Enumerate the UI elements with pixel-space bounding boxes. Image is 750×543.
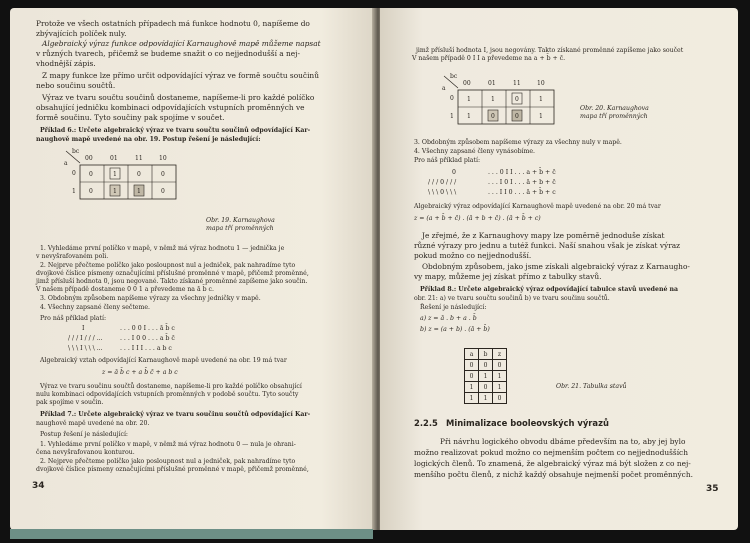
paragraph-line: Protože ve všech ostatních případech má funkce hodnotu 0, napíšeme do bbox=[36, 19, 310, 28]
left-page bbox=[10, 8, 376, 530]
paragraph-line: Při návrhu logického obvodu dbáme především na to, aby jej bylo bbox=[440, 437, 686, 446]
term-expr: . . . I I 0 . . . ā + b̄ + c bbox=[488, 189, 556, 196]
paragraph-line: Výraz ve tvaru součtu součinů dostaneme, napíšeme-li pro každé políčko bbox=[42, 93, 315, 102]
table-cell: 1 bbox=[479, 371, 493, 382]
term-mark: \ \ \ 0 \ \ \ bbox=[428, 189, 457, 196]
table-row bbox=[465, 382, 507, 393]
figure-caption: Obr. 19. Karnaughova bbox=[206, 217, 275, 224]
example-6-heading: Příklad 6.: Určete algebraický výraz ve tvaru součtu součinů odpovídající Kar- bbox=[40, 127, 311, 134]
step-line: jimž přísluší hodnota 0, jsou negované. Takto získané proměnné zapíšeme jako součin. bbox=[36, 278, 308, 285]
table-row bbox=[465, 360, 507, 371]
label: Pro náš příklad platí: bbox=[40, 315, 107, 322]
map-cell: 0 bbox=[491, 113, 495, 120]
step-line: 2. Nejprve přečteme políčko jako posloupnost nul a jedniček, pak nahradíme tyto bbox=[40, 262, 296, 269]
col-header: 00 bbox=[463, 80, 471, 87]
paragraph-line: zbývajících políček nuly. bbox=[36, 29, 127, 38]
table-cell: 0 bbox=[465, 360, 479, 371]
paragraph-line: Algebraický výraz funkce odpovídající Karnaughově mapě můžeme napsat bbox=[42, 39, 321, 48]
map-cell: 1 bbox=[491, 96, 495, 103]
paragraph-line: pokud možno co nejjednodušší. bbox=[414, 251, 532, 260]
table-cell: 0 bbox=[479, 382, 493, 393]
step-line: 3. Obdobným způsobem napíšeme výrazy za všechny jedničky v mapě. bbox=[40, 295, 261, 302]
col-header: 10 bbox=[537, 80, 545, 87]
table-header: z bbox=[493, 349, 507, 360]
term-mark: / / / 0 / / / bbox=[428, 179, 457, 186]
example-8-heading: obr. 21: a) ve tvaru součtu součinů b) ve tvaru součinu součtů. bbox=[414, 295, 610, 302]
row-header: 0 bbox=[450, 95, 454, 102]
page-number: 35 bbox=[706, 484, 719, 494]
step-line: V našem případě dostaneme 0 0 1 a převedeme na ā b̄ c. bbox=[36, 286, 214, 293]
row-header: 1 bbox=[450, 113, 454, 120]
term-expr: . . . I 0 I . . . ā + b + c̄ bbox=[488, 179, 556, 186]
map-cell: 0 bbox=[161, 188, 165, 195]
answer-b: b) z = (a + b) . (ā + b̄) bbox=[420, 326, 490, 333]
table-cell: 0 bbox=[479, 360, 493, 371]
paragraph-line: Je zřejmé, že z Karnaughovy mapy lze poměrně jednoduše získat bbox=[422, 231, 665, 240]
term-expr: . . . I 0 0 . . . a b̄ c̄ bbox=[120, 335, 175, 342]
algebra-line: Algebraický vztah odpovídající Karnaughově mapě uvedené na obr. 19 má tvar bbox=[40, 357, 287, 364]
step-line: čena nevyšrafovanou konturou. bbox=[36, 449, 135, 456]
right-page bbox=[380, 8, 738, 530]
table-cell: 1 bbox=[465, 382, 479, 393]
label: Pro náš příklad platí: bbox=[414, 157, 481, 164]
table-cell: 1 bbox=[465, 393, 479, 404]
map-corner-a: a bbox=[64, 160, 68, 167]
paragraph-line: jimž přísluší hodnota I, jsou negovány. Takto získané proměnné zapíšeme jako součet bbox=[416, 47, 684, 54]
paragraph-line: vhodnější zápis. bbox=[36, 59, 96, 68]
example-6-heading: naughově mapě uvedené na obr. 19. Postup řešení je následující: bbox=[36, 136, 261, 143]
paragraph-line: logických členů. To znamená, že algebraický výraz má být složen z co nej- bbox=[414, 459, 691, 468]
step-line: dvojkové číslice písmeny označujícími příslušné proměnné v mapě, přičemž proměnné, bbox=[36, 466, 309, 473]
table-header-row bbox=[465, 349, 507, 360]
map-cell: 1 bbox=[113, 188, 117, 195]
term-expr: . . . 0 0 I . . . ā b̄ c bbox=[120, 325, 175, 332]
step-line: v nevyšrafovaném poli. bbox=[36, 253, 109, 260]
term-mark: / / / I / / / ... bbox=[68, 335, 103, 342]
table-cell: 0 bbox=[493, 360, 507, 371]
table-cell: 0 bbox=[493, 393, 507, 404]
example-7-heading: Příklad 7.: Určete algebraický výraz ve tvaru součinu součtů odpovídající Kar- bbox=[40, 411, 311, 418]
term-mark: \ \ \ I \ \ \ ... bbox=[68, 345, 103, 352]
paragraph-line: nulu kombinaci odpovídajících vstupních proměnných v podobě součtu. Tyto součty bbox=[36, 391, 299, 398]
paragraph-line: formě součinu. Tyto součiny pak spojíme v součet. bbox=[36, 113, 225, 122]
col-header: 10 bbox=[159, 155, 167, 162]
example-8-heading: Příklad 8.: Určete algebraický výraz odpovídající tabulce stavů uvedené na bbox=[420, 286, 679, 293]
map-cell: 0 bbox=[89, 171, 93, 178]
col-header: 00 bbox=[85, 155, 93, 162]
map-cell: 1 bbox=[137, 188, 141, 195]
map-corner-bc: bc bbox=[450, 73, 458, 80]
table-cell: 1 bbox=[479, 393, 493, 404]
map-cell: 1 bbox=[539, 96, 543, 103]
step-line: 1. Vyhledáme první políčko v mapě, v němž má výraz hodnotu 1 — jedničkа je bbox=[40, 245, 285, 252]
row-header: 0 bbox=[72, 170, 76, 177]
row-header: 1 bbox=[72, 188, 76, 195]
paragraph-line: Obdobným způsobem, jako jsme získali algebraický výraz z Karnaugho- bbox=[422, 262, 690, 271]
section-number: 2.2.5 bbox=[414, 418, 438, 428]
map-cell: 0 bbox=[137, 171, 141, 178]
step-line: 3. Obdobným způsobem napíšeme výrazy za všechny nuly v mapě. bbox=[414, 139, 622, 146]
col-header: 11 bbox=[135, 155, 143, 162]
paragraph-line: nebo součinu součtů. bbox=[36, 81, 116, 90]
cover-edge bbox=[10, 529, 373, 539]
paragraph-line: možno realizovat pokud možno co nejmenším počtem co nejjednodušších bbox=[414, 448, 688, 457]
algebra-line: Algebraický výraz odpovídající Karnaughově mapě uvedené na obr. 20 má tvar bbox=[414, 203, 661, 210]
karnaugh-map-19 bbox=[60, 147, 200, 207]
table-cell: 0 bbox=[465, 371, 479, 382]
step-line: dvojkové číslice písmeny označujícími příslušné proměnné v mapě, přičemž proměnné, bbox=[36, 270, 309, 277]
label: Postup řešení je následující: bbox=[40, 431, 129, 438]
map-cell: 0 bbox=[161, 171, 165, 178]
section-title: Minimalizace booleovských výrazů bbox=[446, 418, 609, 428]
step-line: 2. Nejprve přečteme políčko jako posloupnost nul a jedniček, pak nahradíme tyto bbox=[40, 458, 296, 465]
term-expr: . . . 0 I I . . . a + b̄ + c̄ bbox=[488, 169, 556, 176]
map-cell: 1 bbox=[467, 96, 471, 103]
table-header: a bbox=[465, 349, 479, 360]
map-cell: 0 bbox=[89, 188, 93, 195]
map-cell: 1 bbox=[113, 171, 117, 178]
paragraph-line: vy mapy, můžeme jej získat přímo z tabulky stavů. bbox=[414, 272, 602, 281]
map-corner-bc: bc bbox=[72, 148, 80, 155]
map-cell: 1 bbox=[539, 113, 543, 120]
table-row bbox=[465, 371, 507, 382]
truth-table-21 bbox=[464, 348, 507, 404]
map-cell: 1 bbox=[467, 113, 471, 120]
term-mark: 0 bbox=[452, 169, 456, 176]
map-corner-a: a bbox=[442, 85, 446, 92]
page-number: 34 bbox=[32, 481, 45, 491]
map-cell: 0 bbox=[515, 113, 519, 120]
example-7-heading: naughově mapě uvedené na obr. 20. bbox=[36, 420, 150, 427]
col-header: 11 bbox=[513, 80, 521, 87]
figure-caption: Obr. 20. Karnaughova bbox=[580, 105, 649, 112]
paragraph-line: v různých tvarech, přičemž se budeme snažit o co nejjednodušší a nej- bbox=[36, 49, 300, 58]
step-line: 4. Všechny zapsané členy sečteme. bbox=[40, 304, 150, 311]
table-header: b bbox=[479, 349, 493, 360]
paragraph-line: Z mapy funkce lze přímo určit odpovídající výraz ve formě součtu součinů bbox=[42, 71, 319, 80]
paragraph-line: V našem případě 0 I I a převedeme na a + b̄ + c̄. bbox=[412, 55, 566, 62]
term-expr: . . . I I I . . . a b c bbox=[120, 345, 172, 352]
paragraph-line: Výraz ve tvaru součinu součtů dostaneme, napíšeme-li pro každé políčko obsahující bbox=[40, 383, 302, 390]
label: Řešení je následující: bbox=[420, 304, 487, 311]
col-header: 01 bbox=[488, 80, 496, 87]
answer-a: a) z = ā . b + a . b̄ bbox=[420, 315, 477, 322]
paragraph-line: různé výrazy pro jednu a tutéž funkci. Naší snahou však je získat výraz bbox=[414, 241, 681, 250]
term-mark: I bbox=[82, 325, 85, 332]
paragraph-line: pak spojíme v součin. bbox=[36, 399, 104, 406]
map-cell: 0 bbox=[515, 96, 519, 103]
paragraph-line: obsahující jedničku kombinaci odpovídajících vstupních proměnných ve bbox=[36, 103, 305, 112]
table-cell: 1 bbox=[493, 382, 507, 393]
step-line: 1. Vyhledáme první políčko v mapě, v němž má výraz hodnotu 0 — nula je ohrani- bbox=[40, 441, 296, 448]
step-line: 4. Všechny zapsané členy vynásobíme. bbox=[414, 148, 536, 155]
figure-caption: Obr. 21. Tabulka stavů bbox=[556, 383, 627, 390]
paragraph-line: menšího počtu členů, z nichž každý obsahuje nejmenší počet proměnných. bbox=[414, 470, 693, 479]
table-cell: 1 bbox=[493, 371, 507, 382]
figure-caption: mapa tří proměnných bbox=[206, 225, 274, 232]
formula-20: z = (a + b̄ + c̄) . (ā + b + c̄) . (ā + b̄ + c) bbox=[414, 215, 541, 222]
col-header: 01 bbox=[110, 155, 118, 162]
table-row bbox=[465, 393, 507, 404]
formula-19: z = ā b̄ c + a b̄ c̄ + a b c bbox=[102, 369, 178, 376]
figure-caption: mapa tří proměnných bbox=[580, 113, 648, 120]
karnaugh-map-20 bbox=[438, 72, 578, 132]
